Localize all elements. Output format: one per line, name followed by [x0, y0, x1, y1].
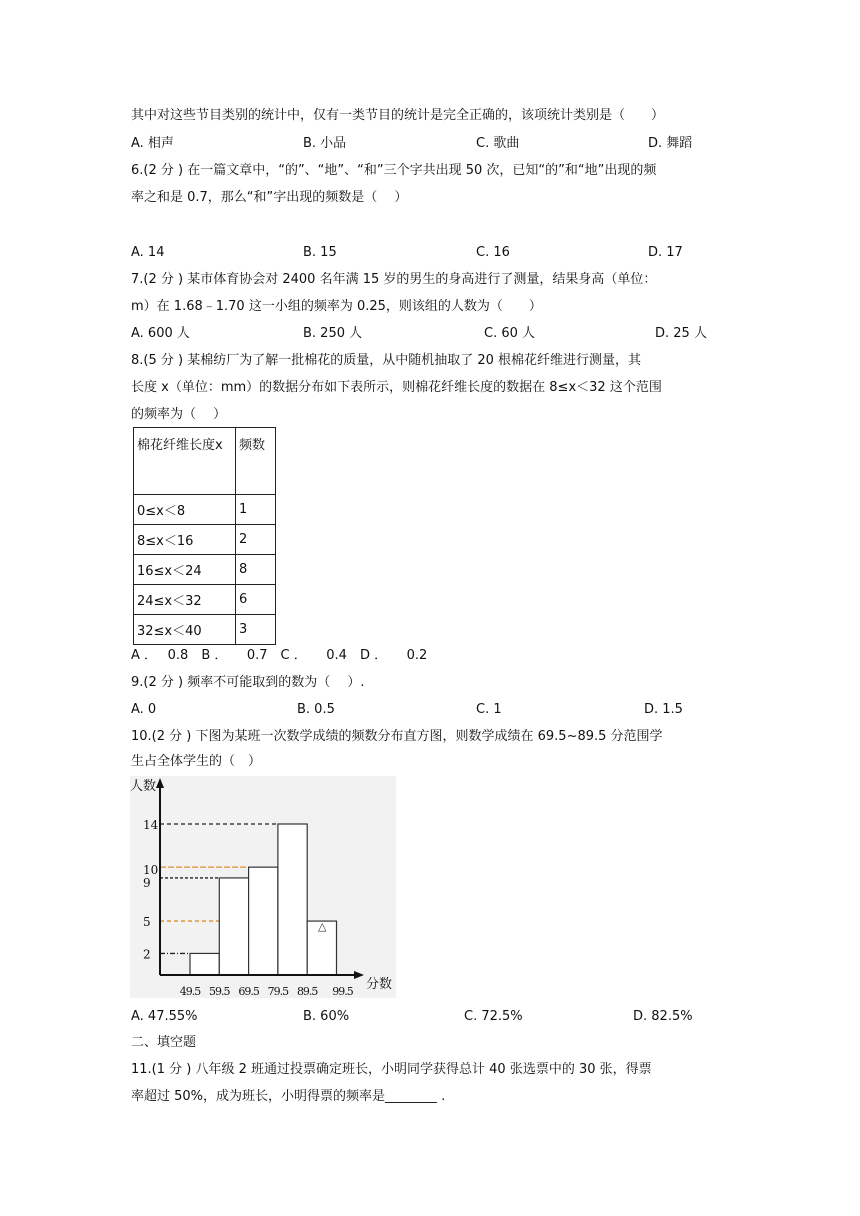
q7-option-c: C. 60 人: [484, 326, 536, 341]
table-header-count: 频数: [236, 428, 276, 495]
table-row: [134, 525, 276, 555]
histogram-chart: [130, 776, 396, 998]
table-cell-range: 24≤x＜32: [134, 585, 236, 615]
q9-line1: 9.(2 分 ) 频率不可能取到的数为（ ）.: [131, 675, 365, 690]
bar-marker-glyph: △: [318, 920, 327, 933]
table-cell-count: 1: [236, 495, 276, 525]
table-cell-count: 8: [236, 555, 276, 585]
q10-option-c: C. 72.5%: [464, 1009, 523, 1024]
q10-option-a: A. 47.55%: [131, 1009, 198, 1024]
q7-line1: 7.(2 分 ) 某市体育协会对 2400 名年满 15 岁的男生的身高进行了测量，结果身高（单位：: [131, 272, 657, 287]
q6-line1: 6.(2 分 ) 在一篇文章中，“的”、“地”、“和”三个字共出现 50 次，已知“的”和“地”出现的频: [131, 163, 657, 178]
y-tick-label: 5: [143, 915, 151, 930]
table-cell-range: 16≤x＜24: [134, 555, 236, 585]
q7-line2: m）在 1.68﹣1.70 这一小组的频率为 0.25，则该组的人数为（ ）: [131, 299, 542, 314]
x-tick-label: 89.5: [296, 985, 318, 998]
table-cell-range: 8≤x＜16: [134, 525, 236, 555]
q8-line1: 8.(5 分 ) 某棉纺厂为了解一批棉花的质量，从中随机抽取了 20 根棉花纤维进行测量，其: [131, 353, 642, 368]
table-cell-range: 32≤x＜40: [134, 615, 236, 645]
y-tick-label: 10: [143, 863, 159, 878]
histogram-bar: [219, 878, 248, 975]
q6-line2: 率之和是 0.7，那么“和”字出现的频数是（ ）: [131, 190, 408, 205]
y-tick-label: 14: [143, 818, 159, 832]
table-cell-count: 3: [236, 615, 276, 645]
histogram-bar: [278, 824, 307, 975]
table-row: [134, 555, 276, 585]
x-tick-label: 69.5: [238, 985, 259, 998]
q5-option-d: D. 舞蹈: [648, 136, 693, 151]
q9-option-b: B. 0.5: [297, 702, 335, 717]
y-tick-label: 9: [143, 875, 151, 890]
table-cell-range: 0≤x＜8: [134, 495, 236, 525]
table-cell-count: 2: [236, 525, 276, 555]
table-row: [134, 615, 276, 645]
q9-option-d: D. 1.5: [644, 702, 683, 717]
q9-option-a: A. 0: [131, 702, 157, 717]
q11-line1: 11.(1 分 ) 八年级 2 班通过投票确定班长，小明同学获得总计 40 张选票中的 30 张，得票: [131, 1062, 652, 1077]
q7-option-d: D. 25 人: [655, 326, 707, 341]
q8-line3: 的频率为（ ）: [131, 407, 227, 422]
q7-option-a: A. 600 人: [131, 326, 190, 341]
histogram-bar: [249, 867, 278, 975]
q6-option-a: A. 14: [131, 245, 165, 260]
q5-continuation: 其中对这些节目类别的统计中，仅有一类节目的统计是完全正确的，该项统计类别是（ ）: [131, 108, 665, 123]
table-row: [134, 495, 276, 525]
table-row: [134, 585, 276, 615]
section-title: 二、填空题: [131, 1035, 197, 1050]
q5-option-c: C. 歌曲: [476, 136, 520, 151]
table-header-length: 棉花纤维长度x: [134, 428, 236, 495]
table-header-row: [134, 428, 276, 495]
q7-option-b: B. 250 人: [303, 326, 363, 341]
q9-option-c: C. 1: [476, 702, 502, 717]
y-tick-label: 2: [143, 947, 151, 962]
x-tick-label: 49.5: [179, 985, 201, 998]
y-axis-label: 人数: [130, 779, 157, 794]
q10-line1: 10.(2 分 ) 下图为某班一次数学成绩的频数分布直方图，则数学成绩在 69.5~89.5 分范围学: [131, 729, 663, 744]
x-tick-label: 59.5: [209, 985, 230, 998]
x-tick-label: 99.5: [332, 985, 353, 998]
frequency-table: [133, 427, 276, 645]
q10-line2: 生占全体学生的（ ）: [131, 754, 262, 769]
table-cell-count: 6: [236, 585, 276, 615]
q6-option-b: B. 15: [303, 245, 337, 260]
q6-option-c: C. 16: [476, 245, 510, 260]
q10-option-b: B. 60%: [303, 1009, 350, 1024]
histogram-bar: [190, 953, 219, 975]
q8-options: A ． 0.8 B ． 0.7 C ． 0.4 D ． 0.2: [131, 648, 428, 663]
x-tick-label: 79.5: [267, 985, 289, 998]
q11-line2: 率超过 50%，成为班长，小明得票的频率是________ .: [131, 1089, 446, 1104]
q10-option-d: D. 82.5%: [633, 1009, 693, 1024]
q5-option-b: B. 小品: [303, 136, 347, 151]
q5-option-a: A. 相声: [131, 136, 174, 151]
q6-option-d: D. 17: [648, 245, 683, 260]
x-axis-label: 分数: [366, 977, 393, 992]
q8-line2: 长度 x（单位：mm）的数据分布如下表所示，则棉花纤维长度的数据在 8≤x＜32 这个范围: [131, 380, 662, 395]
